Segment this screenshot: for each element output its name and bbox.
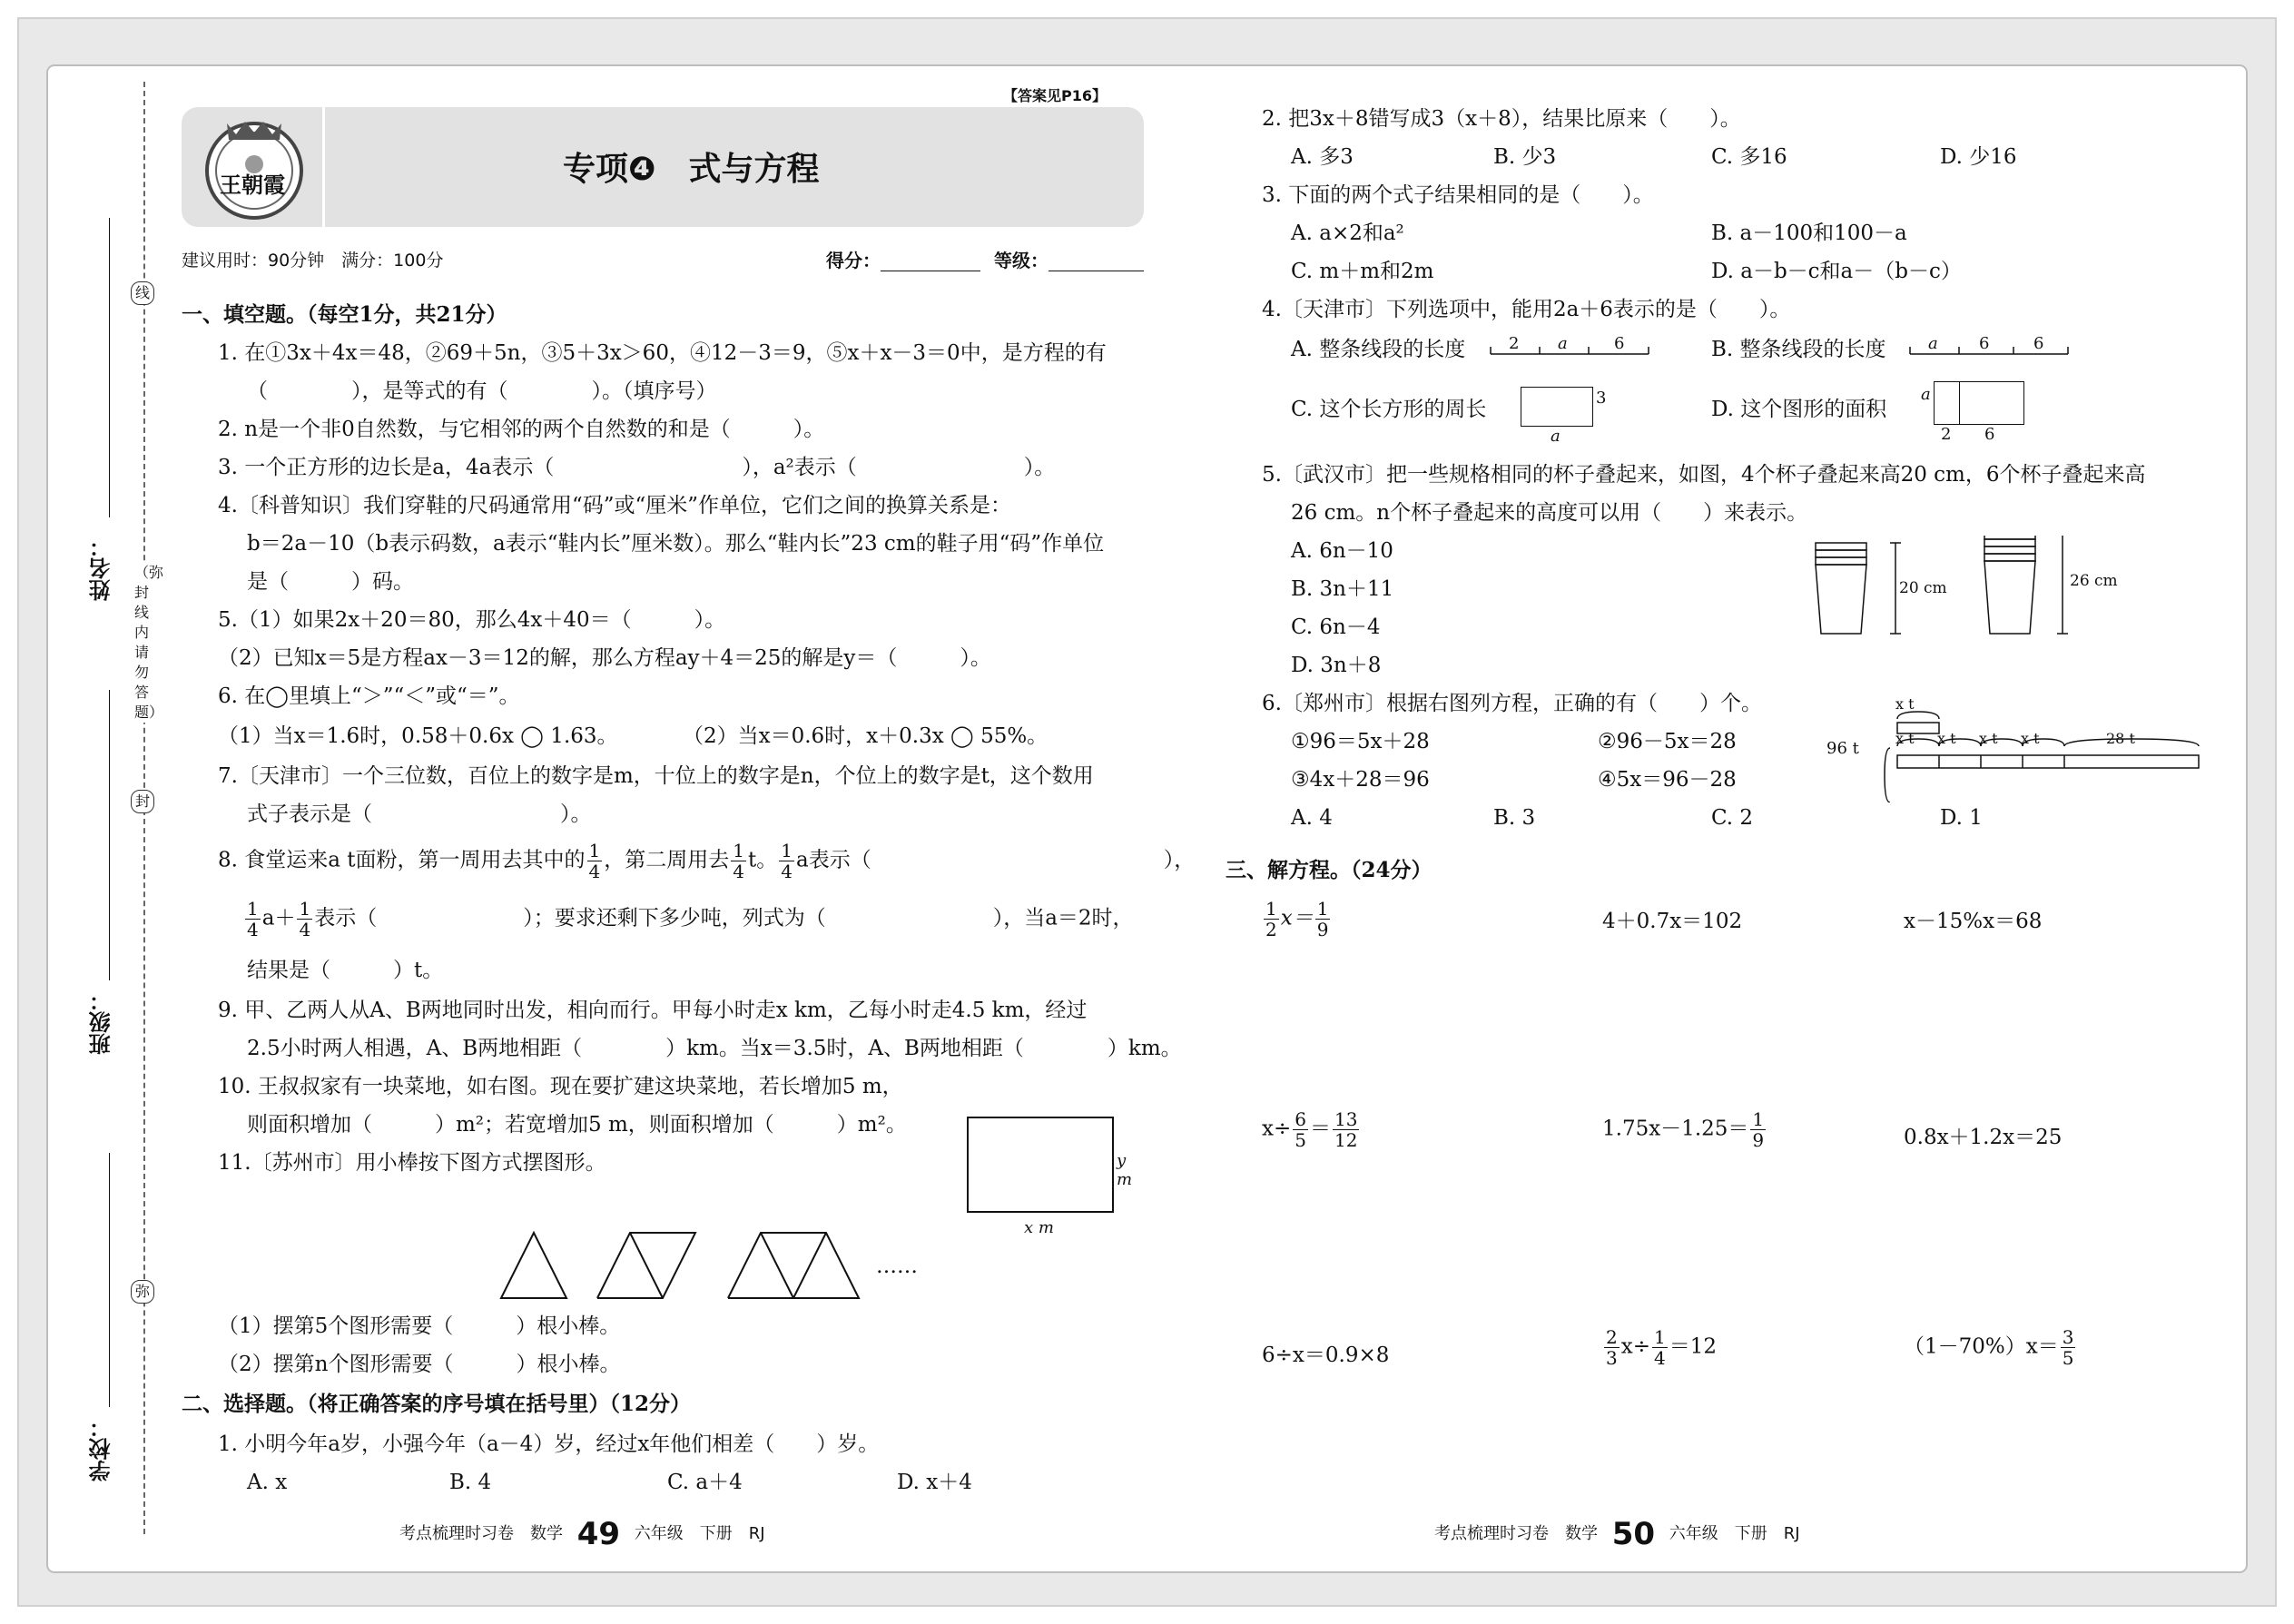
s2-q3-opt-a[interactable]: A. a×2和a² — [1291, 221, 1404, 245]
q8-text-a: 8. 食堂运来a t面粉，第一周用去其中的 — [218, 848, 586, 872]
eq8-frac-2: $\frac{1}{4}$ — [1653, 1326, 1666, 1369]
s2-q3-opt-b[interactable]: B. a－100和100－a — [1711, 221, 1907, 245]
s2-q6[interactable]: 6.〔郑州市〕根据右图列方程，正确的有（ ）个。 — [1262, 692, 1762, 715]
eq9-frac: $\frac{3}{5}$ — [2062, 1326, 2074, 1369]
cups-height-1: 20 cm — [1899, 579, 1947, 597]
equation-1[interactable] — [1262, 899, 1332, 940]
s2-q2[interactable]: 2. 把3x＋8错写成3（x＋8），结果比原来（ ）。 — [1262, 107, 1741, 131]
left-footer-tail: 六年级 下册 RJ — [634, 1524, 765, 1543]
eq5-text: 1.75x－1.25＝ — [1602, 1117, 1749, 1141]
equation-5[interactable] — [1602, 1109, 1767, 1150]
triangle-ellipsis: …… — [876, 1255, 918, 1278]
score-label: 得分： — [826, 250, 881, 271]
q8-frac-4: $\frac{1}{4}$ — [247, 898, 259, 940]
eq1-frac-2: $\frac{1}{9}$ — [1316, 898, 1329, 940]
q8-text-c: t。 — [748, 848, 778, 872]
equation-8[interactable] — [1602, 1327, 1717, 1368]
brand-logo-text: 王朝霞 — [220, 172, 285, 198]
q8-frac-2: $\frac{1}{4}$ — [733, 840, 744, 882]
q8-frac-5: $\frac{1}{4}$ — [299, 898, 311, 940]
s1-q8-line1[interactable] — [218, 841, 1195, 881]
binding-secret-char: 弥 — [131, 1280, 154, 1304]
s2-q5-opt-c[interactable]: C. 6n－4 — [1291, 615, 1381, 639]
q8-text-b: ，第二周用去 — [604, 848, 730, 872]
eq9-text: （1－70%）x＝ — [1904, 1334, 2059, 1359]
stacked-cups-figure — [1812, 536, 2139, 645]
diagram-total-label: 96 t — [1826, 739, 1859, 758]
school-label: 学校： — [89, 1416, 114, 1481]
vegetable-plot-rectangle — [967, 1117, 1114, 1213]
seg-a-label-2: a — [1558, 334, 1568, 353]
s2-q2-opt-a[interactable]: A. 多3 — [1291, 145, 1354, 169]
rect-d-divider — [1959, 381, 1960, 425]
plot-y-label: y m — [1117, 1151, 1133, 1189]
q8-text-e: a＋ — [261, 906, 296, 930]
triangle-pattern-figure — [499, 1229, 881, 1302]
s1-q1-line2[interactable]: （ ），是等式的有（ ）。（填序号） — [247, 379, 717, 403]
s2-q3-opt-d[interactable]: D. a－b－c和a－（b－c） — [1711, 260, 1962, 283]
right-footer — [1434, 1516, 1800, 1552]
rectangle-figure-d — [1934, 381, 2024, 425]
eq4-frac-2: $\frac{13}{12}$ — [1334, 1108, 1358, 1151]
s2-q3[interactable]: 3. 下面的两个式子结果相同的是（ ）。 — [1262, 183, 1654, 207]
triangle-fig-3 — [728, 1233, 859, 1298]
seg-a-label-3: 6 — [1614, 334, 1625, 353]
s2-q5-line2[interactable]: 26 cm。n个杯子叠起来的高度可以用（ ）来表示。 — [1291, 501, 1808, 525]
time-info: 建议用时：90分钟 满分：100分 — [182, 251, 444, 271]
rect-c-height-label: 3 — [1596, 389, 1607, 408]
equation-9[interactable] — [1904, 1327, 2077, 1368]
s1-q11-part1[interactable]: （1）摆第5个图形需要（ ）根小棒。 — [218, 1314, 621, 1338]
s1-q6-part2[interactable]: （2）当x＝0.6时，x＋0.3x ◯ 55%。 — [683, 724, 1049, 748]
equation-3[interactable]: x－15%x＝68 — [1904, 910, 2043, 933]
eq1-text: x＝ — [1280, 906, 1314, 930]
eq8-text: x÷ — [1620, 1334, 1650, 1359]
s1-q7-line1: 7.〔天津市〕一个三位数，百位上的数字是m，十位上的数字是n，个位上的数字是t，这个数用 — [218, 764, 1094, 788]
plot-x-label: x m — [1024, 1218, 1054, 1237]
s2-q1-opt-b[interactable]: B. 4 — [449, 1471, 492, 1494]
s1-q9-line2[interactable]: 2.5小时两人相遇，A、B两地相距（ ）km。当x＝3.5时，A、B两地相距（ ）km。 — [247, 1037, 1182, 1060]
s2-q6-opt-d[interactable]: D. 1 — [1940, 806, 1983, 830]
q8-frac-1: $\frac{1}{4}$ — [588, 840, 601, 882]
left-page-number: 49 — [576, 1516, 621, 1552]
s2-q6-eq-4: ④5x＝96－28 — [1598, 768, 1737, 792]
s1-q2[interactable]: 2. n是一个非0自然数，与它相邻的两个自然数的和是（ ）。 — [218, 418, 825, 441]
school-field[interactable] — [109, 1153, 110, 1407]
diagram-unit-top: x t — [1895, 695, 1915, 713]
binding-line-char: 线 — [131, 281, 154, 305]
seg-a-label-1: 2 — [1509, 334, 1520, 353]
left-footer-text: 考点梳理时习卷 数学 — [399, 1524, 563, 1543]
equation-6[interactable]: 0.8x＋1.2x＝25 — [1904, 1126, 2063, 1149]
section2-title: 二、选择题。（将正确答案的序号填在括号里）（12分） — [182, 1392, 692, 1416]
diagram-unit-2: x t — [1937, 730, 1956, 747]
rectangle-figure-c — [1521, 387, 1593, 427]
eq5-frac: $\frac{1}{9}$ — [1752, 1108, 1765, 1151]
binding-strip — [73, 82, 163, 1552]
s1-q9-line1: 9. 甲、乙两人从A、B两地同时出发，相向而行。甲每小时走x km，乙每小时走4.5 km，经过 — [218, 999, 1088, 1022]
right-page — [1216, 82, 2233, 1552]
equation-7[interactable]: 6÷x＝0.9×8 — [1262, 1343, 1390, 1367]
s1-q8-line3[interactable]: 结果是（ ）t。 — [247, 959, 444, 982]
s2-q5-opt-d[interactable]: D. 3n＋8 — [1291, 654, 1382, 677]
section3-title: 三、解方程。（24分） — [1226, 858, 1433, 882]
diagram-unit-1: x t — [1895, 730, 1915, 747]
rect-d-height-label: a — [1921, 385, 1931, 404]
s1-q10-line2[interactable]: 则面积增加（ ）m²；若宽增加5 m，则面积增加（ ）m²。 — [247, 1113, 907, 1137]
answer-reference: 【答案见P16】 — [1003, 87, 1107, 104]
diagram-last-label: 28 t — [2106, 730, 2135, 747]
s2-q6-opt-c[interactable]: C. 2 — [1711, 806, 1754, 830]
eq8-end: ＝12 — [1669, 1334, 1717, 1359]
right-footer-text: 考点梳理时习卷 数学 — [1434, 1524, 1598, 1543]
s2-q2-opt-d[interactable]: D. 少16 — [1940, 145, 2017, 169]
s2-q6-eq-3: ③4x＋28＝96 — [1291, 768, 1430, 792]
seg-b-label-2: 6 — [1979, 334, 1990, 353]
title-banner — [182, 107, 1144, 227]
binding-seal-char: 封 — [131, 790, 154, 813]
eq8-frac-1: $\frac{2}{3}$ — [1606, 1326, 1618, 1369]
title-divider — [322, 107, 325, 227]
s1-q3[interactable]: 3. 一个正方形的边长是a，4a表示（ ），a²表示（ ）。 — [218, 456, 1056, 479]
s2-q2-opt-b[interactable]: B. 少3 — [1493, 145, 1557, 169]
class-label: 班级： — [89, 989, 114, 1055]
s1-q6-part1[interactable]: （1）当x＝1.6时，0.58＋0.6x ◯ 1.63。 — [218, 724, 618, 748]
q8-text-f: 表示（ ）；要求还剩下多少吨，列式为（ ），当a＝2时， — [314, 906, 1134, 930]
s2-q4[interactable]: 4.〔天津市〕下列选项中，能用2a＋6表示的是（ ）。 — [1262, 298, 1791, 321]
eq4-frac-1: $\frac{6}{5}$ — [1295, 1108, 1306, 1151]
grade-label: 等级： — [994, 250, 1049, 271]
left-page — [73, 82, 1196, 1552]
s1-q1-line1: 1. 在①3x＋4x＝48，②69＋5n，③5＋3x＞60，④12－3＝9，⑤x＋x－3＝0中，是方程的有 — [218, 341, 1107, 365]
s2-q1-opt-d[interactable]: D. x＋4 — [897, 1471, 972, 1494]
seg-b-label-1: a — [1928, 334, 1938, 353]
diagram-unit-3: x t — [1979, 730, 1998, 747]
eq1-frac-1: $\frac{1}{2}$ — [1265, 898, 1277, 940]
s2-q1-opt-c[interactable]: C. a＋4 — [667, 1471, 743, 1494]
equation-2[interactable]: 4＋0.7x＝102 — [1602, 910, 1743, 933]
s2-q4-opt-d[interactable]: D. 这个图形的面积 — [1711, 398, 1887, 421]
rect-d-width-label-1: 2 — [1941, 425, 1952, 444]
s1-q10-line1: 10. 王叔叔家有一块菜地，如右图。现在要扩建这块菜地，若长增加5 m， — [218, 1075, 903, 1098]
s2-q6-eq-1: ①96＝5x＋28 — [1291, 730, 1430, 753]
s1-q4-line2: b＝2a－10（b表示码数，a表示“鞋内长”厘米数）。那么“鞋内长”23 cm的鞋子用“码”作单位 — [247, 532, 1105, 556]
eq4-text: x÷ — [1262, 1117, 1292, 1141]
q8-frac-3: $\frac{1}{4}$ — [781, 840, 793, 882]
s2-q4-opt-b[interactable]: B. 整条线段的长度 — [1711, 338, 1886, 361]
cups-height-2: 26 cm — [2070, 572, 2118, 590]
s1-q8-line2[interactable] — [243, 899, 1134, 940]
equation-4[interactable] — [1262, 1109, 1361, 1150]
q8-text-d: a表示（ ）， — [795, 848, 1196, 872]
right-footer-tail: 六年级 下册 RJ — [1669, 1524, 1800, 1543]
seg-b-label-3: 6 — [2033, 334, 2044, 353]
s2-q5-line1: 5.〔武汉市〕把一些规格相同的杯子叠起来，如图，4个杯子叠起来高20 cm，6个杯子叠起来高 — [1262, 463, 2146, 487]
brand-logo — [200, 114, 309, 223]
s2-q6-opt-a[interactable]: A. 4 — [1291, 806, 1333, 830]
s2-q6-opt-b[interactable]: B. 3 — [1493, 806, 1536, 830]
page-title: 专项❹ 式与方程 — [563, 151, 820, 188]
name-field[interactable] — [109, 218, 110, 517]
s1-q5-line1[interactable]: 5.（1）如果2x＋20＝80，那么4x＋40＝（ ）。 — [218, 608, 726, 632]
s2-q1[interactable]: 1. 小明今年a岁，小强今年（a－4）岁，经过x年他们相差（ ）岁。 — [218, 1432, 880, 1456]
triangle-fig-1 — [501, 1233, 566, 1298]
right-page-number: 50 — [1611, 1516, 1656, 1552]
name-label: 姓名： — [89, 536, 114, 601]
s2-q5-opt-b[interactable]: B. 3n＋11 — [1291, 577, 1394, 601]
eq4-equals: ＝ — [1309, 1117, 1331, 1141]
s1-q11: 11.〔苏州市〕用小棒按下图方式摆图形。 — [218, 1151, 606, 1175]
s1-q11-part2[interactable]: （2）摆第n个图形需要（ ）根小棒。 — [218, 1353, 621, 1376]
class-field[interactable] — [109, 690, 110, 980]
s2-q4-opt-c[interactable]: C. 这个长方形的周长 — [1291, 398, 1487, 421]
s2-q5-opt-a[interactable]: A. 6n－10 — [1291, 539, 1393, 563]
s1-q4-line3[interactable]: 是（ ）码。 — [247, 570, 414, 594]
binding-note: （弥封线内请勿答题） — [134, 564, 164, 721]
s2-q1-opt-a[interactable]: A. x — [247, 1471, 288, 1494]
tonnage-line-diagram — [1870, 694, 2215, 802]
s1-q7-line2[interactable]: 式子表示是（ ）。 — [247, 802, 592, 826]
left-footer — [399, 1516, 765, 1552]
diagram-unit-4: x t — [2021, 730, 2040, 747]
s2-q4-opt-a[interactable]: A. 整条线段的长度 — [1291, 338, 1466, 361]
s2-q3-opt-c[interactable]: C. m＋m和2m — [1291, 260, 1434, 283]
s2-q2-opt-c[interactable]: C. 多16 — [1711, 145, 1787, 169]
rect-d-width-label-2: 6 — [1984, 425, 1995, 444]
section1-title: 一、填空题。（每空1分，共21分） — [182, 302, 507, 327]
s1-q5-line2[interactable]: （2）已知x＝5是方程ax－3＝12的解，那么方程ay＋4＝25的解是y＝（ ）。 — [218, 646, 991, 670]
s2-q6-eq-2: ②96－5x＝28 — [1598, 730, 1737, 753]
rect-c-width-label: a — [1551, 427, 1561, 446]
s1-q6: 6. 在◯里填上“＞”“＜”或“＝”。 — [218, 684, 520, 708]
s1-q4-line1: 4.〔科普知识〕我们穿鞋的尺码通常用“码”或“厘米”作单位，它们之间的换算关系是： — [218, 494, 1011, 517]
